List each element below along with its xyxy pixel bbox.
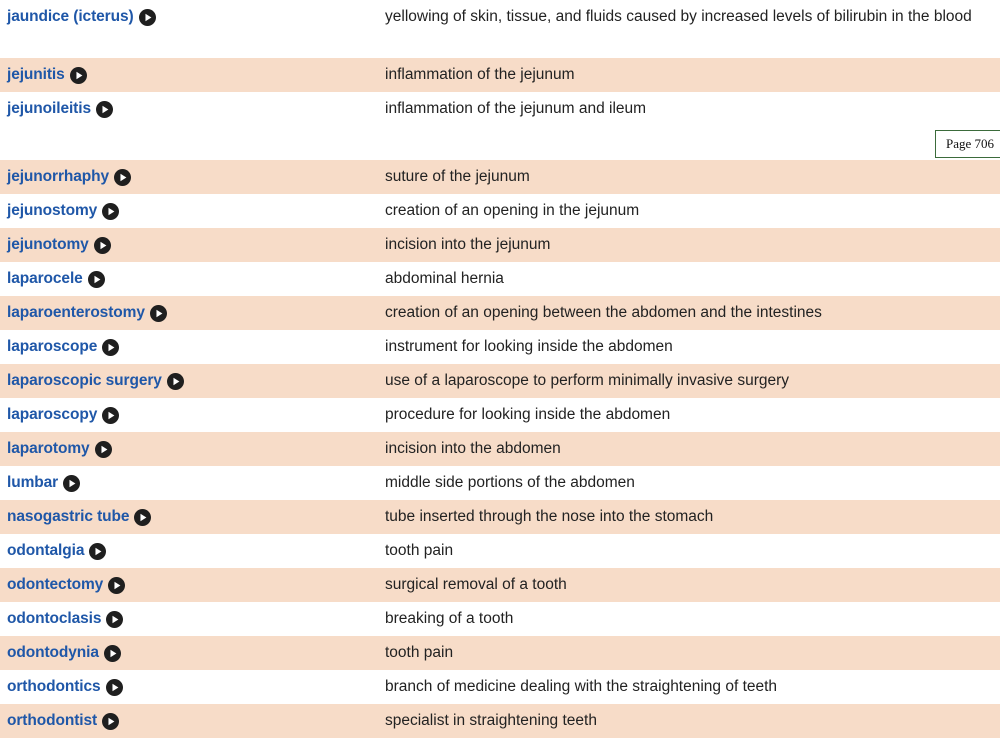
term-cell	[0, 6, 385, 28]
term-link[interactable]: laparocele	[7, 270, 83, 287]
term-link[interactable]: odontalgia	[7, 542, 85, 559]
term-link[interactable]: lumbar	[7, 474, 59, 491]
term-link[interactable]: jejunitis	[7, 66, 65, 83]
term-cell	[0, 370, 385, 392]
play-circle-icon[interactable]	[167, 373, 184, 390]
definition: use of a laparoscope to perform minimally invasive surgery	[385, 372, 790, 389]
term-cell	[0, 608, 385, 630]
definition: creation of an opening between the abdomen and the intestines	[385, 304, 822, 321]
table-row	[0, 194, 1000, 228]
play-circle-icon[interactable]	[139, 9, 156, 26]
definition: incision into the jejunum	[385, 236, 551, 253]
table-row	[0, 364, 1000, 398]
term-link[interactable]: odontoclasis	[7, 610, 102, 627]
definition: suture of the jejunum	[385, 168, 530, 185]
term-link[interactable]: laparoscopy	[7, 406, 98, 423]
term-cell	[0, 98, 385, 120]
table-row	[0, 0, 1000, 58]
term-link[interactable]: laparoenterostomy	[7, 304, 145, 321]
definition: yellowing of skin, tissue, and fluids caused by increased levels of bilirubin in the blood	[385, 8, 972, 25]
term-link[interactable]: jejunotomy	[7, 236, 89, 253]
table-row	[0, 670, 1000, 704]
term-link[interactable]: nasogastric tube	[7, 508, 130, 525]
term-cell	[0, 438, 385, 460]
term-link[interactable]: orthodontics	[7, 678, 101, 695]
table-row	[0, 92, 1000, 126]
table-row	[0, 466, 1000, 500]
term-cell	[0, 642, 385, 664]
term-cell	[0, 166, 385, 188]
term-link[interactable]: orthodontist	[7, 712, 98, 729]
table-row	[0, 500, 1000, 534]
definition: tube inserted through the nose into the stomach	[385, 508, 714, 525]
term-link[interactable]: odontectomy	[7, 576, 104, 593]
definition: instrument for looking inside the abdomen	[385, 338, 673, 355]
table-row	[0, 534, 1000, 568]
definition: inflammation of the jejunum and ileum	[385, 100, 647, 117]
definition: middle side portions of the abdomen	[385, 474, 635, 491]
play-circle-icon[interactable]	[88, 271, 105, 288]
table-row	[0, 228, 1000, 262]
play-circle-icon[interactable]	[96, 101, 113, 118]
play-circle-icon[interactable]	[150, 305, 167, 322]
definition: inflammation of the jejunum	[385, 66, 575, 83]
definition: abdominal hernia	[385, 270, 504, 287]
term-cell	[0, 302, 385, 324]
play-circle-icon[interactable]	[106, 679, 123, 696]
definition: tooth pain	[385, 542, 454, 559]
term-cell	[0, 506, 385, 528]
definition: incision into the abdomen	[385, 440, 561, 457]
play-circle-icon[interactable]	[114, 169, 131, 186]
term-link[interactable]: jaundice (icterus)	[7, 8, 134, 25]
table-row	[0, 568, 1000, 602]
play-circle-icon[interactable]	[104, 645, 121, 662]
play-circle-icon[interactable]	[108, 577, 125, 594]
term-cell	[0, 404, 385, 426]
term-cell	[0, 540, 385, 562]
term-cell	[0, 472, 385, 494]
page-break-spacer	[0, 126, 1000, 160]
table-row	[0, 160, 1000, 194]
definition: branch of medicine dealing with the straightening of teeth	[385, 678, 778, 695]
term-link[interactable]: laparoscope	[7, 338, 98, 355]
play-circle-icon[interactable]	[63, 475, 80, 492]
term-link[interactable]: odontodynia	[7, 644, 99, 661]
play-circle-icon[interactable]	[102, 713, 119, 730]
term-cell	[0, 200, 385, 222]
term-cell	[0, 574, 385, 596]
table-row	[0, 262, 1000, 296]
play-circle-icon[interactable]	[106, 611, 123, 628]
table-row	[0, 58, 1000, 92]
term-link[interactable]: jejunorrhaphy	[7, 168, 110, 185]
play-circle-icon[interactable]	[70, 67, 87, 84]
term-link[interactable]: jejunostomy	[7, 202, 98, 219]
definition: surgical removal of a tooth	[385, 576, 567, 593]
term-link[interactable]: jejunoileitis	[7, 100, 91, 117]
play-circle-icon[interactable]	[102, 407, 119, 424]
term-cell	[0, 710, 385, 732]
table-row	[0, 602, 1000, 636]
term-cell	[0, 234, 385, 256]
term-link[interactable]: laparotomy	[7, 440, 90, 457]
definition: breaking of a tooth	[385, 610, 514, 627]
play-circle-icon[interactable]	[102, 203, 119, 220]
table-row	[0, 330, 1000, 364]
table-row	[0, 398, 1000, 432]
term-cell	[0, 268, 385, 290]
table-row	[0, 704, 1000, 738]
definition: procedure for looking inside the abdomen	[385, 406, 671, 423]
play-circle-icon[interactable]	[89, 543, 106, 560]
term-cell	[0, 64, 385, 86]
definition: specialist in straightening teeth	[385, 712, 597, 729]
page-number-marker: Page 706	[935, 130, 1000, 158]
table-row	[0, 636, 1000, 670]
term-cell	[0, 676, 385, 698]
definition: creation of an opening in the jejunum	[385, 202, 640, 219]
table-row	[0, 296, 1000, 330]
play-circle-icon[interactable]	[95, 441, 112, 458]
term-link[interactable]: laparoscopic surgery	[7, 372, 162, 389]
play-circle-icon[interactable]	[102, 339, 119, 356]
definition: tooth pain	[385, 644, 454, 661]
play-circle-icon[interactable]	[134, 509, 151, 526]
term-cell	[0, 336, 385, 358]
play-circle-icon[interactable]	[94, 237, 111, 254]
table-row	[0, 432, 1000, 466]
